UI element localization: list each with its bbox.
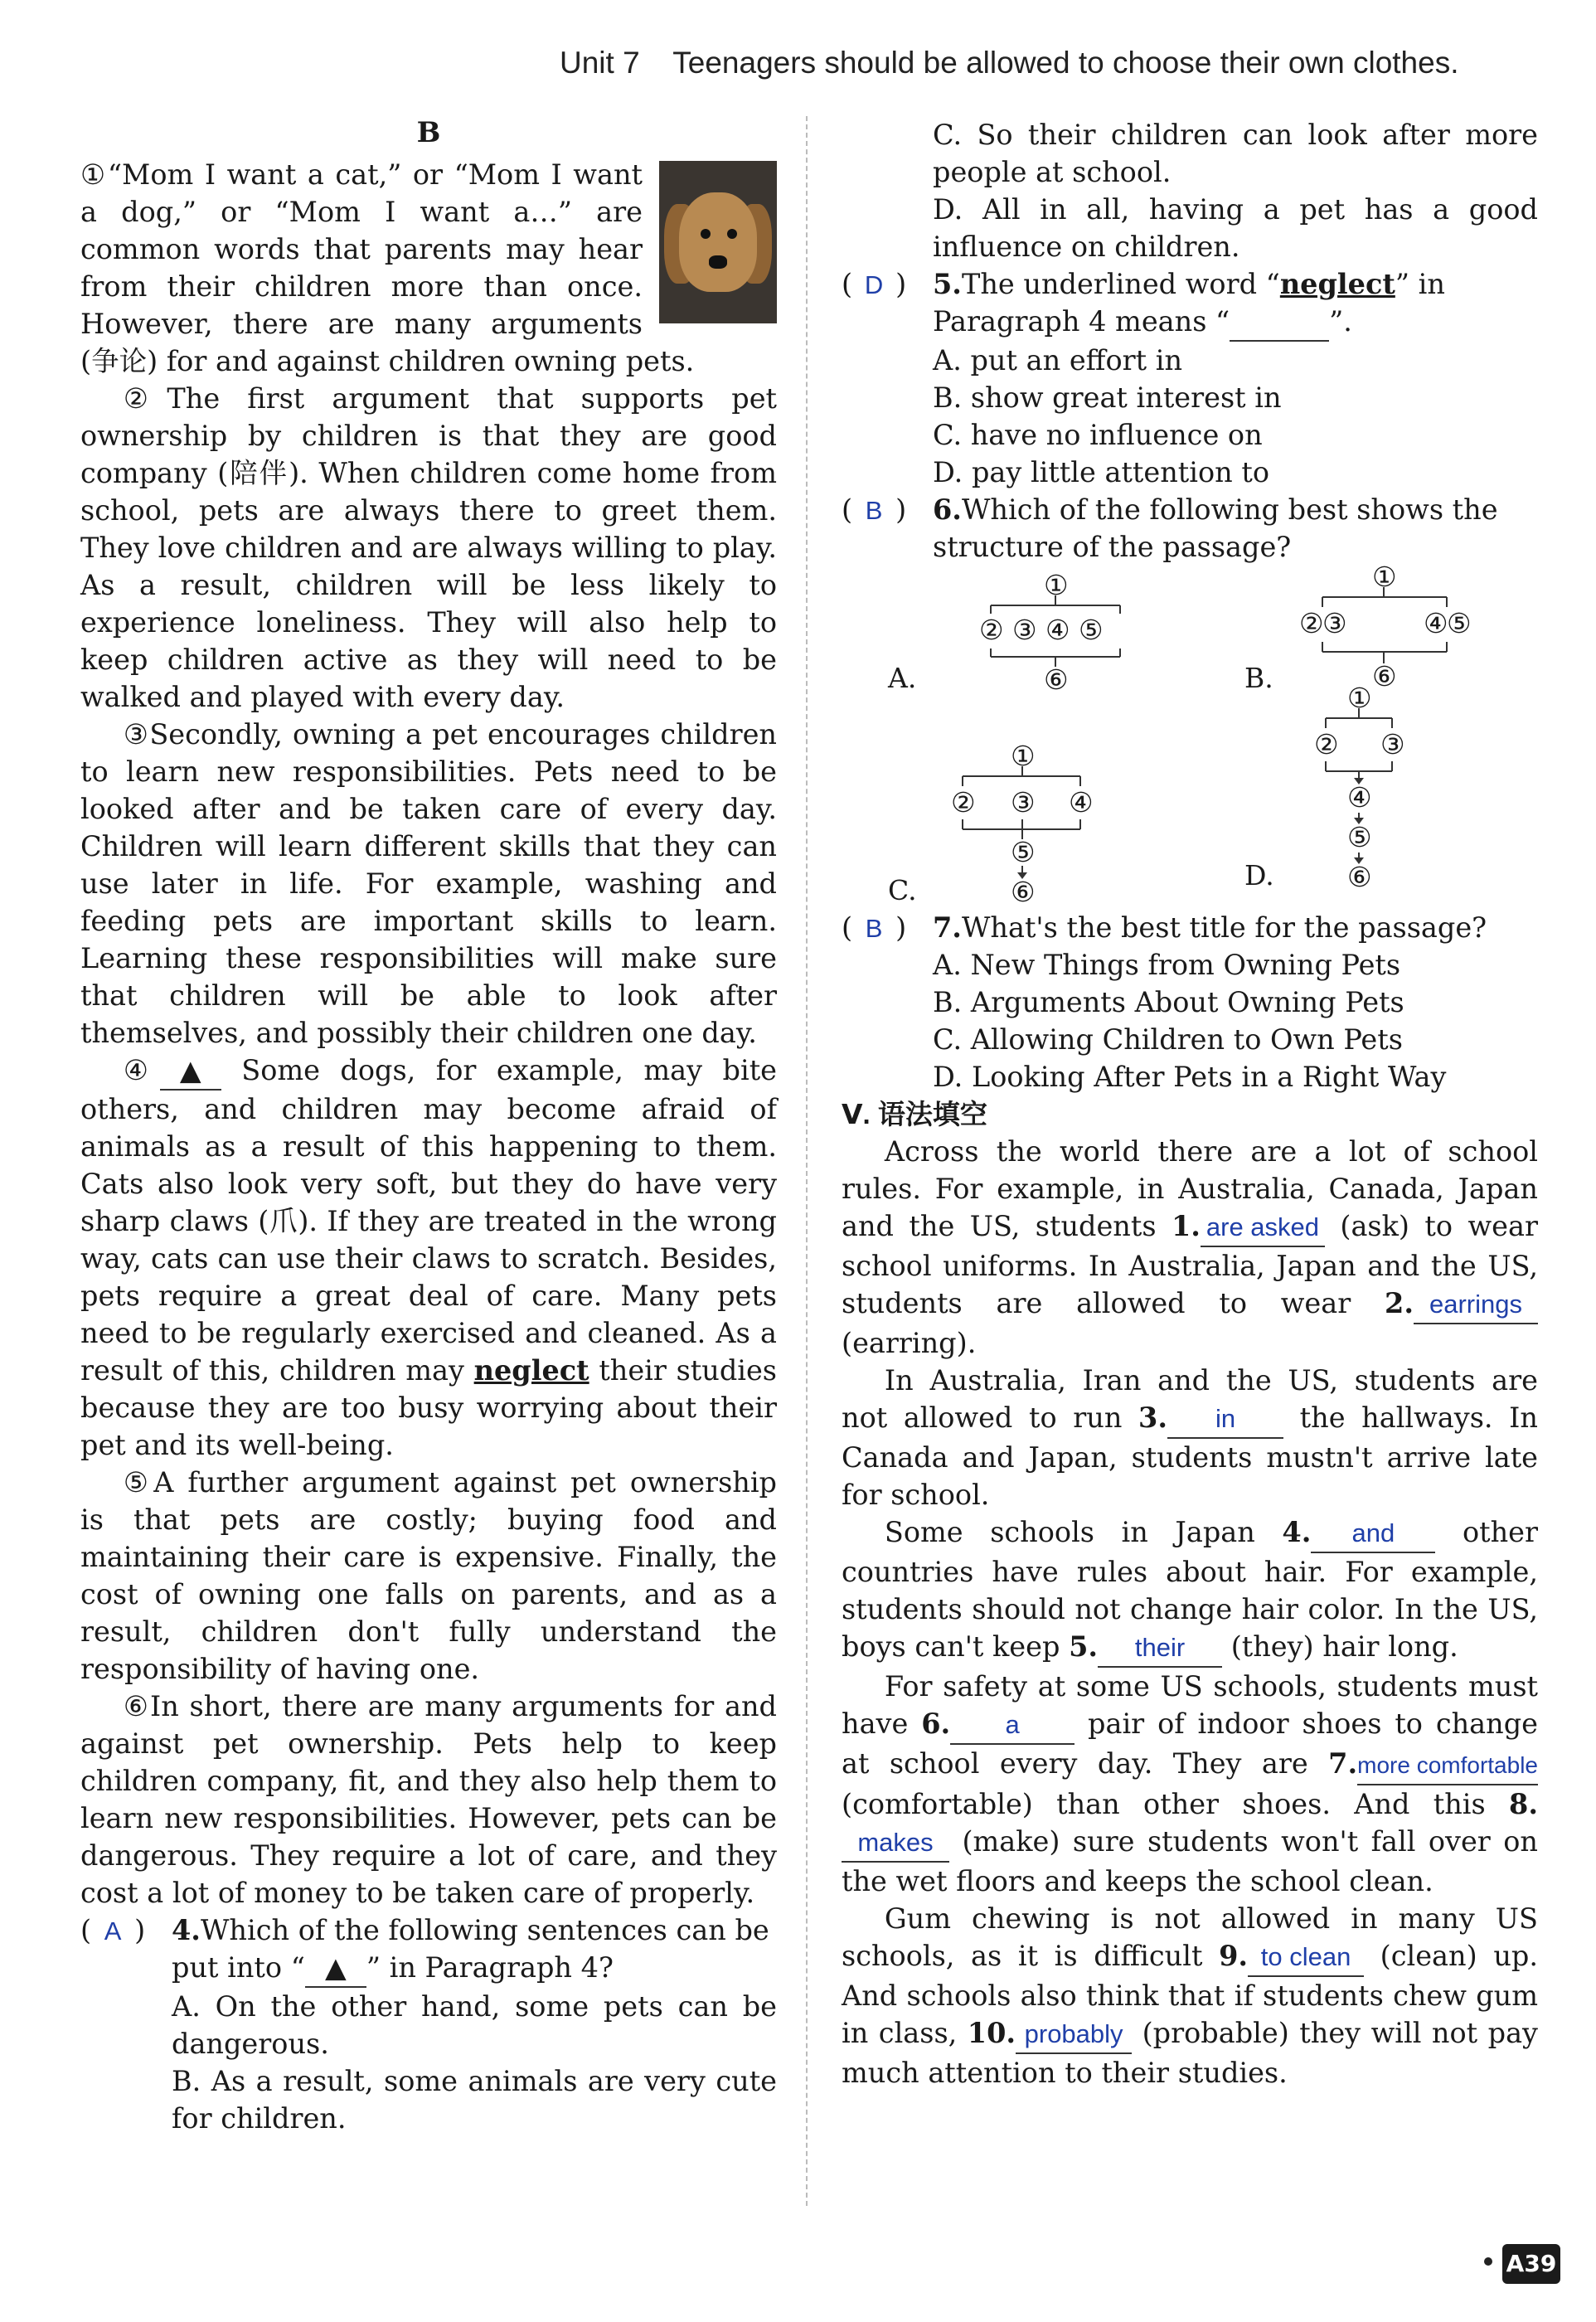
dog-eye-right [727, 229, 737, 239]
q7-number: 7. [933, 911, 962, 944]
paragraph-4 [80, 1052, 777, 1464]
blank-8[interactable]: makes [842, 1824, 949, 1863]
paragraph-4-number: ④ [123, 1054, 160, 1086]
diagram-c-n6: ⑥ [1011, 876, 1036, 908]
diagram-b-label: B. [1244, 662, 1273, 694]
grammar-paragraph-4: For safety at some US schools, students must have 6. a pair of indoor shoes to change at school every day. They are 7.more comfortable (comfortable) than other shoes. And this 8.makes (make) sure students won't fall over on the wet floors and keeps the school clean. [842, 1670, 1539, 1897]
dog-head [679, 192, 757, 292]
dog-nose [709, 255, 727, 269]
diagram-c-n1: ① [1011, 740, 1036, 772]
diagram-c-n3: ③ [1011, 786, 1036, 819]
diagram-b-n5: ⑤ [1447, 607, 1472, 639]
diagram-d-lines [1289, 682, 1555, 897]
blank-2[interactable]: earrings [1414, 1285, 1538, 1324]
q6-number: 6. [933, 493, 962, 526]
question-5 [842, 265, 1538, 342]
blank-3[interactable]: in [1167, 1400, 1283, 1439]
q5-stem-b: ” in Paragraph 4 means “ [933, 268, 1445, 338]
diagram-b-n3: ③ [1322, 607, 1347, 639]
q4-option-d[interactable]: D. All in all, having a pet has a good influence on children. [933, 193, 1538, 263]
q7-option-c[interactable]: C. Allowing Children to Own Pets [933, 1023, 1403, 1056]
diagram-a-n2: ② [979, 614, 1004, 646]
diagram-d-n5: ⑤ [1347, 821, 1372, 853]
diagram-c-n2: ② [951, 786, 976, 819]
diagram-c-n5: ⑤ [1011, 836, 1036, 868]
q4-stem-b: ” in Paragraph 4? [366, 1951, 614, 1984]
q7-answer: B [865, 914, 883, 943]
dog-photo [659, 161, 777, 323]
passage-title: B [416, 116, 441, 149]
diagram-b-n4: ④ [1424, 607, 1448, 639]
paragraph-2: ②The first argument that supports pet ownership by children is that they are good company (陪伴). When children come home from school, pets are always there to greet them. They love children and are always willing to play. As a result, children will be less likely to experience loneliness. They will also help to keep children active as they will need to be walked and played with every day. [80, 382, 777, 713]
diagram-b-n2: ② [1299, 607, 1324, 639]
diagram-d[interactable] [1244, 682, 1555, 897]
q5-answer: D [864, 270, 884, 299]
q4-option-a[interactable]: A. On the other hand, some pets can be dangerous. [172, 1990, 777, 2060]
dog-eye-left [701, 229, 711, 239]
paragraph-5: ⑤A further argument against pet ownership is that pets are costly; buying food and maintaining their care is expensive. Finally, the cost of owning one falls on parents, and as a result, children don't fully understand the responsibility of having one. [80, 1466, 777, 1685]
q4-blank: ▲ [305, 1949, 366, 1988]
question-6 [842, 491, 1538, 566]
q5-word: neglect [1279, 268, 1395, 300]
diagram-d-n4: ④ [1347, 781, 1372, 814]
q5-blank [1230, 303, 1329, 342]
unit-title: Teenagers should be allowed to choose their own clothes. [672, 46, 1459, 80]
paragraph-4-blank: ▲ [160, 1052, 221, 1091]
page-header [560, 46, 1538, 80]
answer-bracket: ( D ) [842, 265, 906, 304]
column-divider [806, 116, 808, 2206]
paragraph-3: ③Secondly, owning a pet encourages children to learn new responsibilities. Pets need to be looked after and be taken care of every day. Children will learn different skills that they can use later in life. For example, washing and feeding pets are important skills to learn. Learning these responsibilities will make sure that children will be able to look after themselves, and possibly their children one day. [80, 718, 777, 1049]
q5-option-c[interactable]: C. have no influence on [933, 419, 1263, 451]
diagram-d-n1: ① [1347, 682, 1372, 714]
q4-answer: A [104, 1916, 122, 1946]
diagram-b-n1: ① [1372, 561, 1397, 593]
answer-bracket: ( B ) [842, 491, 906, 529]
diagram-a-n1: ① [1044, 569, 1069, 601]
diagram-d-n2: ② [1314, 728, 1339, 760]
diagram-c-label: C. [888, 874, 917, 906]
q4-option-c[interactable]: C. So their children can look after more people at school. [933, 119, 1538, 188]
q4-option-b[interactable]: B. As a result, some animals are very cute for children. [172, 2065, 777, 2135]
paragraph-1: ①“Mom I want a cat,” or “Mom I want a dog,” or “Mom I want a…” are common words that parents may hear from their children more than once. However, there are many arguments (争论) for and against children owning pets. [80, 158, 695, 377]
blank-10[interactable]: probably [1016, 2015, 1132, 2054]
q7-option-d[interactable]: D. Looking After Pets in a Right Way [933, 1061, 1447, 1093]
page-number: A39 [1502, 2244, 1560, 2284]
q5-option-d[interactable]: D. pay little attention to [933, 456, 1269, 488]
structure-diagrams [842, 561, 1538, 908]
q6-answer: B [865, 496, 883, 525]
grammar-section-title: Ⅴ. 语法填空 [842, 1099, 987, 1129]
q5-option-b[interactable]: B. show great interest in [933, 381, 1282, 414]
q7-option-a[interactable]: A. New Things from Owning Pets [933, 949, 1401, 981]
q7-stem: What's the best title for the passage? [961, 911, 1487, 944]
grammar-paragraph-1: Across the world there are a lot of school rules. For example, in Australia, Canada, Japan and the US, students 1. are asked (ask) to wear school uniforms. In Australia, Japan and the US, students are allowed to wear 2. earrings (earring). [842, 1135, 1538, 1359]
diagram-d-label: D. [1244, 859, 1274, 891]
paragraph-4-text-a: Some dogs, for example, may bite others, and children may become afraid of animals as a result of this happening to them. Cats also look very soft, but they do have very sharp claws (爪). If they are treated in the wrong way, cats can use their claws to scratch. Besides, pets require a great deal of care. Many pets need to be regularly exercised and cleaned. As a result of this, children may [80, 1054, 777, 1387]
q5-option-a[interactable]: A. put an effort in [933, 344, 1183, 376]
grammar-paragraph-5: Gum chewing is not allowed in many US schools, as it is difficult 9. to clean (clean) up. And schools also think that if students chew gum in class, 10. probably (probable) they will not pay much attention to their studies. [842, 1902, 1538, 2089]
blank-6[interactable]: a [950, 1706, 1075, 1745]
diagram-b-n6: ⑥ [1372, 660, 1397, 692]
diagram-a-n5: ⑤ [1079, 614, 1104, 646]
q5-stem-a: The underlined word “ [961, 268, 1280, 300]
right-column [842, 116, 1538, 2091]
blank-5[interactable]: their [1098, 1629, 1222, 1668]
q5-stem-c: ”. [1329, 305, 1352, 338]
neglect-word: neglect [473, 1354, 589, 1387]
diagram-d-n3: ③ [1380, 728, 1405, 760]
grammar-paragraph-3: Some schools in Japan 4. and other countries have rules about hair. For example, students should not change hair color. In the US, boys can't keep 5. their (they) hair long. [842, 1513, 1538, 1668]
blank-4[interactable]: and [1311, 1514, 1435, 1553]
grammar-paragraph-2: In Australia, Iran and the US, students are not allowed to run 3. in the hallways. In Canada and Japan, students mustn't arrive late for school. [842, 1364, 1538, 1511]
diagram-c[interactable] [888, 740, 1198, 914]
answer-bracket: ( A ) [80, 1912, 145, 1950]
left-column [80, 116, 777, 2137]
diagram-a[interactable] [888, 569, 1198, 723]
paragraph-6: ⑥In short, there are many arguments for and against pet ownership. Pets help to keep children company, fit, and they also help them to learn new responsibilities. However, pets can be dangerous. They require a lot of care, and they cost a lot of money to be taken care of properly. [80, 1690, 777, 1909]
question-4 [80, 1912, 777, 1988]
page-dot [1484, 2257, 1492, 2266]
paragraph-4-text-b: their studies because they are too busy worrying about their pet and its well-being. [80, 1354, 777, 1461]
blank-1[interactable]: are asked [1201, 1208, 1325, 1247]
unit-label: Unit 7 [560, 46, 640, 80]
q6-stem: Which of the following best shows the structure of the passage? [933, 493, 1498, 563]
diagram-a-n6: ⑥ [1044, 663, 1069, 696]
blank-9[interactable]: to clean [1248, 1938, 1364, 1977]
question-7 [842, 909, 1538, 946]
blank-7[interactable]: more comfortable [1357, 1746, 1538, 1785]
diagram-d-n6: ⑥ [1347, 861, 1372, 893]
diagram-a-label: A. [888, 662, 917, 694]
q4-stem-a: Which of the following sentences can be put into “ [172, 1914, 769, 1984]
diagram-c-n4: ④ [1069, 786, 1094, 819]
diagram-a-n3: ③ [1012, 614, 1037, 646]
q4-number: 4. [172, 1914, 201, 1946]
diagram-a-n4: ④ [1045, 614, 1070, 646]
answer-bracket: ( B ) [842, 909, 906, 947]
q7-option-b[interactable]: B. Arguments About Owning Pets [933, 986, 1404, 1018]
q5-number: 5. [933, 268, 962, 300]
diagram-c-lines [933, 740, 1198, 914]
